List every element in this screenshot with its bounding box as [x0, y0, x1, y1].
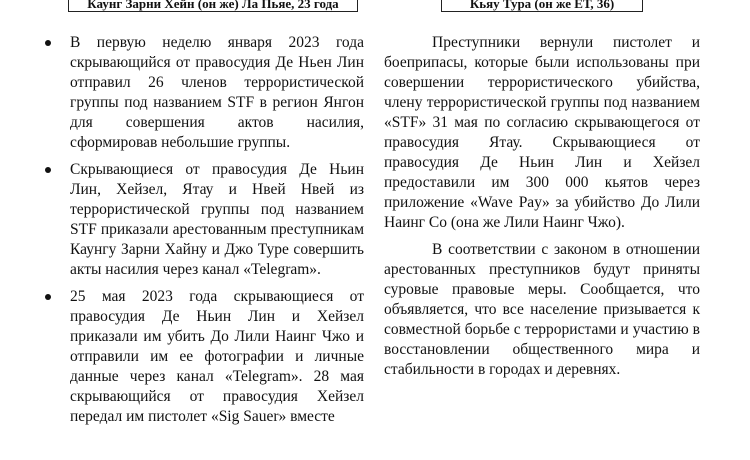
bullet-icon [45, 167, 51, 173]
paragraph: Преступники вернули пистолет и боеприпасы, которые были использованы при совершении террористического убийства, члену террористической группы под названием «STF» 31 мая по согласию скрывающегося от правосудия Ятау. Скрывающиеся от правосудия Де Ньин Лин и Хейзел предоставили им 300 000 кьятов через приложение «Wave Pay» за убийство До Лили Наинг Со (она же Лили Наинг Чжо). [384, 34, 700, 231]
bullet-list [38, 33, 364, 427]
photo-caption-right: Кьяу Тура (он же ЕТ, 36) [441, 0, 643, 12]
list-item-text: В первую неделю января 2023 года скрывающийся от правосудия Де Ньен Лин отправил 26 членов террористической группы под названием STF в регион Янгон для совершения актов насилия, сформировав небольшие группы. [70, 34, 364, 151]
list-item [38, 160, 364, 280]
list-item-text: 25 мая 2023 года скрывающиеся от правосудия Де Ньин Лин и Хейзел приказали им убить До Лили Наинг Чжо и отправили им ее фотографии и личные данные через канал «Telegram». 28 мая скрывающийся от правосудия Хейзел передал им пистолет «Sig Sauer» вместе [70, 288, 364, 425]
paragraph: В соответствии с законом в отношении арестованных преступников будут приняты суровые правовые меры. Сообщается, что объявляется, что все население призывается к совместной борьбе с террористами и участию в восстановлении общественного мира и стабильности в городах и деревнях. [384, 241, 700, 378]
photo-caption-left: Каунг Зарни Хейн (он же) Ла Пьяе, 23 года [68, 0, 358, 12]
bullet-icon [45, 40, 51, 46]
bullet-icon [45, 294, 51, 300]
left-column [38, 33, 364, 434]
list-item [38, 33, 364, 153]
list-item [38, 287, 364, 427]
right-column [384, 33, 700, 387]
list-item-text: Скрывающиеся от правосудия Де Ньин Лин, Хейзел, Ятау и Нвей Нвей из террористической группы под названием STF приказали арестованным преступникам Каунгу Зарни Хайну и Джо Туре совершить акты насилия через канал «Telegram». [70, 161, 364, 278]
